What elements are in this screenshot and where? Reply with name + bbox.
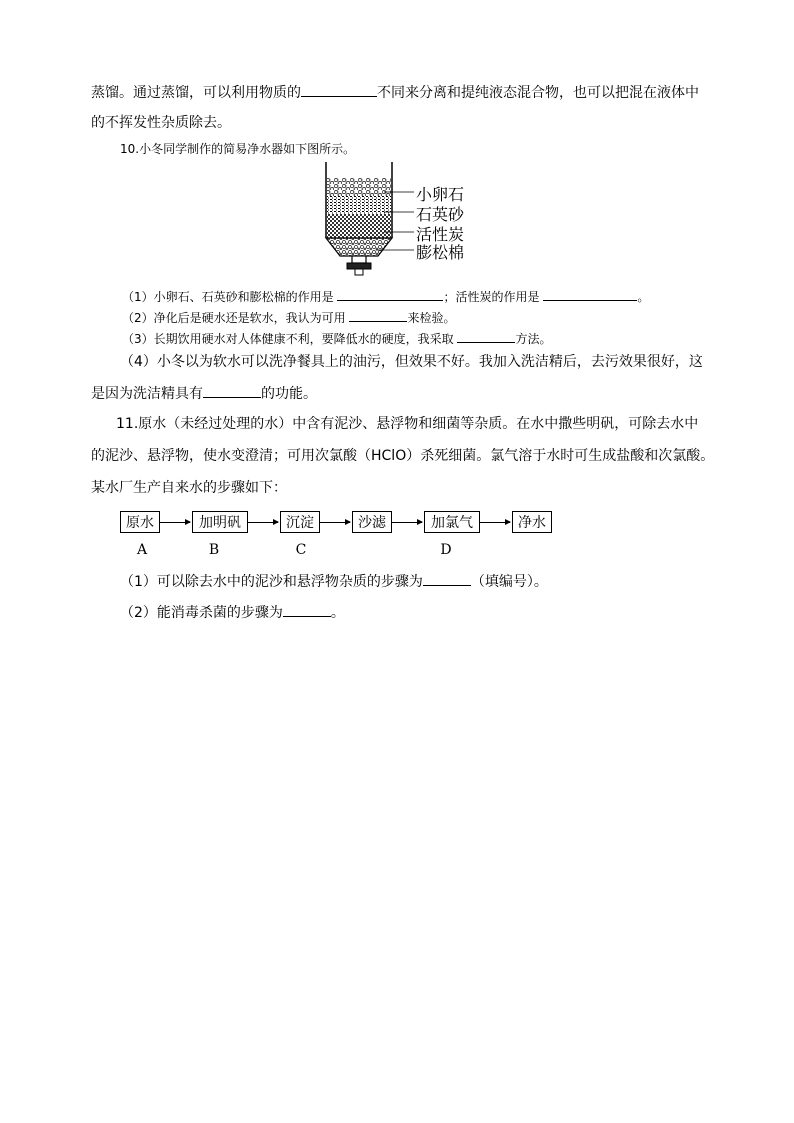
- flow-step-sand-filter: 沙滤: [352, 511, 392, 533]
- q11-sub-2-text-a: （2）能消毒杀菌的步骤为: [120, 605, 283, 621]
- q10-sub-3: [122, 328, 551, 349]
- label-activated-carbon: 活性炭: [416, 225, 465, 244]
- q11-sub-1-text-b: （填编号）。: [470, 574, 548, 590]
- answer-blank: [457, 328, 515, 343]
- answer-blank: [543, 286, 637, 301]
- flow-arrow: [392, 522, 422, 523]
- q10-sub-4-text-b: 的功能。: [261, 386, 317, 402]
- answer-blank: [337, 286, 443, 301]
- water-filter-diagram: [318, 160, 488, 280]
- answer-blank: [203, 383, 261, 398]
- q10-sub-4-text-a: 是因为洗洁精具有: [91, 386, 203, 402]
- q11-line-3: 某水厂生产自来水的步骤如下：: [91, 480, 287, 496]
- q10-sub-1-text-b: ；活性炭的作用是: [443, 290, 540, 304]
- q10-sub-3-text-b: 方法。: [515, 332, 552, 346]
- q10-sub-4-line-2: [91, 383, 317, 404]
- step-label-d: D: [440, 542, 452, 558]
- flow-step-raw-water: 原水: [120, 511, 160, 533]
- label-pebbles: 小卵石: [416, 185, 465, 204]
- flow-arrow: [248, 522, 278, 523]
- intro-text-a: 蒸馏。通过蒸馏，可以利用物质的: [91, 85, 301, 101]
- flow-arrow: [480, 522, 510, 523]
- answer-blank: [301, 82, 377, 97]
- q10-sub-2-text-a: （2）净化后是硬水还是软水，我认为可用: [122, 311, 346, 325]
- q11-sub-1-text-a: （1）可以除去水中的泥沙和悬浮物杂质的步骤为: [120, 574, 423, 590]
- q10-sub-1-text-c: 。: [637, 290, 650, 304]
- flow-arrow: [320, 522, 350, 523]
- step-label-b: B: [208, 542, 220, 558]
- flow-step-add-alum: 加明矾: [192, 511, 248, 533]
- q11-line-2: 的泥沙、悬浮物，使水变澄清；可用次氯酸（HClO）杀死细菌。氯气溶于水时可生成盐酸和次氯酸。: [91, 448, 715, 464]
- flow-step-sedimentation: 沉淀: [280, 511, 320, 533]
- q10-sub-2: [122, 307, 455, 328]
- q10-sub-1: [122, 286, 649, 307]
- answer-blank: [423, 571, 471, 586]
- intro-text-b: 不同来分离和提纯液态混合物，也可以把混在液体中: [377, 85, 699, 101]
- flow-step-add-chlorine: 加氯气: [424, 511, 480, 533]
- step-label-a: A: [136, 542, 148, 558]
- q11-line-1: 11.原水（未经过处理的水）中含有泥沙、悬浮物和细菌等杂质。在水中撒些明矾，可除去水中: [116, 416, 699, 432]
- q11-sub-2-text-b: 。: [330, 605, 345, 621]
- q10-sub-2-text-b: 来检验。: [407, 311, 456, 325]
- label-quartz-sand: 石英砂: [416, 205, 465, 224]
- flow-arrow: [160, 522, 190, 523]
- answer-blank: [349, 307, 407, 322]
- label-cotton: 膨松棉: [416, 243, 465, 262]
- step-label-c: C: [295, 542, 307, 558]
- intro-line-2: 的不挥发性杂质除去。: [91, 115, 231, 131]
- q10-sub-3-text-a: （3）长期饮用硬水对人体健康不利，要降低水的硬度，我采取: [122, 332, 454, 346]
- flow-step-clean-water: 净水: [512, 511, 552, 533]
- q10-title: 10.小冬同学制作的简易净水器如下图所示。: [120, 142, 356, 156]
- q11-sub-2: [120, 602, 345, 623]
- q11-sub-1: [120, 571, 548, 592]
- q10-sub-4: （4）小冬以为软水可以洗净餐具上的油污，但效果不好。我加入洗洁精后，去污效果很好，这: [120, 354, 703, 370]
- q10-sub-1-text-a: （1）小卵石、石英砂和膨松棉的作用是: [122, 290, 334, 304]
- intro-line-1: [91, 82, 699, 103]
- answer-blank: [283, 602, 331, 617]
